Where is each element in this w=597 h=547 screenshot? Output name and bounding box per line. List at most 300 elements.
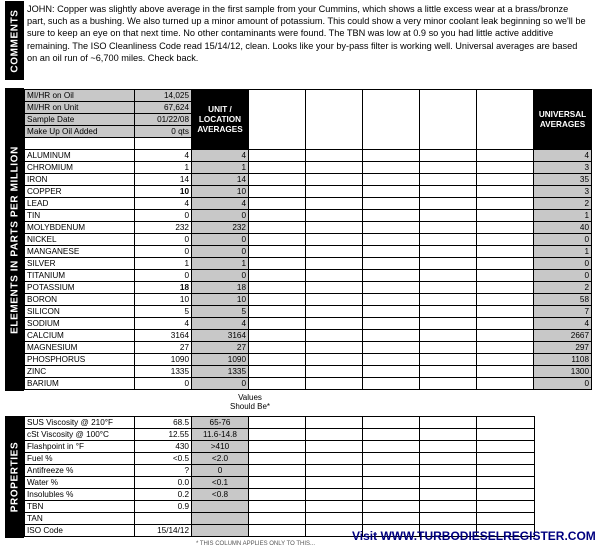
- blank-cell: [249, 417, 306, 429]
- element-unit-average: 5: [192, 306, 249, 318]
- blank-cell: [249, 282, 306, 294]
- blank-cell: [249, 465, 306, 477]
- blank-cell: [306, 210, 363, 222]
- element-unit-average: 0: [192, 378, 249, 390]
- blank-cell: [420, 429, 477, 441]
- unit-location-header-line: LOCATION: [198, 114, 242, 124]
- element-value: 1: [135, 258, 192, 270]
- blank-cell: [306, 342, 363, 354]
- blank-cell: [420, 501, 477, 513]
- element-value: 0: [135, 246, 192, 258]
- spacer-cell: [25, 138, 135, 150]
- blank-cell: [306, 282, 363, 294]
- element-row: [25, 258, 592, 270]
- blank-cell: [477, 162, 534, 174]
- property-row: [25, 489, 535, 501]
- blank-cell: [477, 354, 534, 366]
- element-universal-average: 3: [534, 162, 592, 174]
- blank-cell: [363, 174, 420, 186]
- blank-cell: [363, 186, 420, 198]
- blank-cell: [249, 330, 306, 342]
- element-value: 27: [135, 342, 192, 354]
- blank-cell: [477, 246, 534, 258]
- element-unit-average: 4: [192, 198, 249, 210]
- property-value: 0.2: [135, 489, 192, 501]
- blank-cell: [249, 246, 306, 258]
- property-name: Antifreeze %: [25, 465, 135, 477]
- blank-cell: [420, 441, 477, 453]
- property-row: [25, 429, 535, 441]
- element-row: [25, 270, 592, 282]
- universal-header-line: AVERAGES: [539, 119, 586, 129]
- properties-sidebar: [5, 416, 24, 538]
- element-name: ZINC: [25, 366, 135, 378]
- blank-cell: [306, 501, 363, 513]
- spacer-cell: [135, 138, 192, 150]
- blank-cell: [306, 330, 363, 342]
- element-name: MOLYBDENUM: [25, 222, 135, 234]
- blank-cell: [363, 294, 420, 306]
- blank-cell: [249, 198, 306, 210]
- blank-cell: [249, 258, 306, 270]
- blank-cell: [249, 174, 306, 186]
- blank-cell: [249, 186, 306, 198]
- property-value: 68.5: [135, 417, 192, 429]
- element-unit-average: 10: [192, 294, 249, 306]
- element-universal-average: 1: [534, 210, 592, 222]
- property-value: 15/14/12: [135, 525, 192, 537]
- blank-cell: [363, 222, 420, 234]
- blank-cell: [363, 477, 420, 489]
- property-value: 430: [135, 441, 192, 453]
- property-should-be: [192, 501, 249, 513]
- element-universal-average: 1: [534, 246, 592, 258]
- property-name: Insolubles %: [25, 489, 135, 501]
- blank-cell: [249, 378, 306, 390]
- property-should-be: >410: [192, 441, 249, 453]
- values-should-be-line1: Values: [238, 393, 262, 402]
- blank-cell: [477, 378, 534, 390]
- property-should-be: <0.1: [192, 477, 249, 489]
- element-unit-average: 1: [192, 162, 249, 174]
- element-row: [25, 234, 592, 246]
- element-universal-average: 4: [534, 318, 592, 330]
- element-unit-average: 4: [192, 318, 249, 330]
- blank-cell: [477, 174, 534, 186]
- properties-label: PROPERTIES: [9, 441, 20, 513]
- property-value: ?: [135, 465, 192, 477]
- element-row: [25, 342, 592, 354]
- blank-cell: [420, 342, 477, 354]
- blank-cell: [363, 417, 420, 429]
- blank-cell: [420, 378, 477, 390]
- sample-info-value: 01/22/08: [135, 114, 192, 126]
- footer-visit-link[interactable]: Visit WWW.TURBODIESELREGISTER.COM: [352, 529, 596, 543]
- blank-cell: [477, 318, 534, 330]
- blank-cell: [249, 429, 306, 441]
- unit-location-header-line: AVERAGES: [197, 124, 243, 134]
- element-row: [25, 294, 592, 306]
- element-universal-average: 4: [534, 150, 592, 162]
- blank-cell: [249, 210, 306, 222]
- blank-cell: [477, 234, 534, 246]
- element-value: 0: [135, 210, 192, 222]
- blank-cell: [249, 222, 306, 234]
- blank-cell: [363, 270, 420, 282]
- property-should-be: 65-76: [192, 417, 249, 429]
- sample-info-label: MI/HR on Oil: [25, 90, 135, 102]
- blank-cell: [477, 294, 534, 306]
- element-name: TIN: [25, 210, 135, 222]
- property-should-be: [192, 525, 249, 537]
- element-row: [25, 354, 592, 366]
- property-name: Water %: [25, 477, 135, 489]
- property-value: 0.0: [135, 477, 192, 489]
- blank-cell: [420, 174, 477, 186]
- element-unit-average: 0: [192, 246, 249, 258]
- sample-info-label: Make Up Oil Added: [25, 126, 135, 138]
- property-name: cSt Viscosity @ 100°C: [25, 429, 135, 441]
- blank-cell: [249, 366, 306, 378]
- element-unit-average: 18: [192, 282, 249, 294]
- comments-text: JOHN: Copper was slightly above average in the first sample from your Cummins, which shows a little excess wear at a brass/bronze part, such as a bushing. We also turned up a minor amount of potassium. This could show a very minor coolant leak beginning so we'll be sure to keep an eye on that next time. No other contaminants were found. The TBN was low at 0.9 so you had little active additive remaining. The ISO Cleanliness Code read 15/14/12, clean. Looks like your by-pass filter is working well. Universal averages are based on an oil run of ~6,700 miles. Check back.: [27, 4, 586, 63]
- element-row: [25, 318, 592, 330]
- blank-cell: [249, 441, 306, 453]
- blank-cell: [420, 186, 477, 198]
- element-row: [25, 306, 592, 318]
- element-universal-average: 2: [534, 198, 592, 210]
- element-universal-average: 40: [534, 222, 592, 234]
- property-should-be: <0.8: [192, 489, 249, 501]
- property-name: Fuel %: [25, 453, 135, 465]
- element-value: 1: [135, 162, 192, 174]
- element-unit-average: 3164: [192, 330, 249, 342]
- blank-cell: [249, 477, 306, 489]
- sample-info-label: MI/HR on Unit: [25, 102, 135, 114]
- element-name: SODIUM: [25, 318, 135, 330]
- blank-cell: [420, 330, 477, 342]
- blank-cell: [306, 174, 363, 186]
- blank-cell: [306, 477, 363, 489]
- comments-label: COMMENTS: [9, 8, 20, 73]
- property-name: TBN: [25, 501, 135, 513]
- blank-cell: [306, 186, 363, 198]
- blank-cell: [249, 234, 306, 246]
- blank-cell: [363, 282, 420, 294]
- element-universal-average: 3: [534, 186, 592, 198]
- blank-cell: [420, 306, 477, 318]
- oil-analysis-table: [24, 89, 592, 390]
- element-name: SILVER: [25, 258, 135, 270]
- element-name: COPPER: [25, 186, 135, 198]
- blank-cell: [420, 222, 477, 234]
- blank-cell: [420, 234, 477, 246]
- blank-cell: [306, 354, 363, 366]
- element-name: CHROMIUM: [25, 162, 135, 174]
- blank-cell: [363, 330, 420, 342]
- blank-cell: [363, 234, 420, 246]
- element-value: 10: [135, 294, 192, 306]
- blank-cell: [420, 513, 477, 525]
- element-row: [25, 378, 592, 390]
- blank-cell: [249, 150, 306, 162]
- element-value: 1335: [135, 366, 192, 378]
- blank-cell: [306, 465, 363, 477]
- blank-cell: [249, 513, 306, 525]
- element-row: [25, 198, 592, 210]
- element-universal-average: 0: [534, 378, 592, 390]
- blank-cell: [249, 294, 306, 306]
- blank-cell: [363, 162, 420, 174]
- blank-cell: [420, 417, 477, 429]
- element-value: 14: [135, 174, 192, 186]
- blank-cell: [477, 417, 535, 429]
- element-unit-average: 0: [192, 210, 249, 222]
- blank-cell: [306, 366, 363, 378]
- blank-cell: [477, 90, 534, 150]
- blank-cell: [249, 453, 306, 465]
- blank-cell: [363, 501, 420, 513]
- sample-info-value: 67,624: [135, 102, 192, 114]
- blank-cell: [477, 186, 534, 198]
- elements-label: ELEMENTS IN PARTS PER MILLION: [9, 145, 20, 334]
- element-universal-average: 58: [534, 294, 592, 306]
- blank-cell: [420, 465, 477, 477]
- element-universal-average: 2: [534, 282, 592, 294]
- blank-cell: [363, 465, 420, 477]
- blank-cell: [477, 306, 534, 318]
- elements-sidebar: [5, 88, 24, 391]
- element-name: TITANIUM: [25, 270, 135, 282]
- blank-cell: [477, 342, 534, 354]
- element-name: CALCIUM: [25, 330, 135, 342]
- blank-cell: [477, 513, 535, 525]
- blank-cell: [306, 306, 363, 318]
- blank-cell: [477, 477, 535, 489]
- property-should-be: [192, 513, 249, 525]
- element-value: 0: [135, 270, 192, 282]
- property-should-be: 0: [192, 465, 249, 477]
- blank-cell: [363, 258, 420, 270]
- blank-cell: [363, 453, 420, 465]
- element-unit-average: 232: [192, 222, 249, 234]
- element-name: ALUMINUM: [25, 150, 135, 162]
- element-value: 1090: [135, 354, 192, 366]
- element-value: 3164: [135, 330, 192, 342]
- blank-cell: [420, 354, 477, 366]
- element-unit-average: 4: [192, 150, 249, 162]
- property-row: [25, 477, 535, 489]
- blank-cell: [363, 378, 420, 390]
- blank-cell: [420, 258, 477, 270]
- element-row: [25, 330, 592, 342]
- blank-cell: [363, 306, 420, 318]
- blank-cell: [363, 246, 420, 258]
- universal-header-line: UNIVERSAL: [538, 109, 587, 119]
- blank-cell: [306, 378, 363, 390]
- blank-cell: [420, 282, 477, 294]
- property-value: <0.5: [135, 453, 192, 465]
- blank-cell: [420, 477, 477, 489]
- blank-cell: [306, 318, 363, 330]
- blank-cell: [249, 525, 306, 537]
- blank-cell: [306, 234, 363, 246]
- blank-cell: [249, 342, 306, 354]
- element-row: [25, 162, 592, 174]
- blank-cell: [477, 441, 535, 453]
- blank-cell: [477, 429, 535, 441]
- property-value: [135, 513, 192, 525]
- blank-cell: [477, 222, 534, 234]
- element-universal-average: 1108: [534, 354, 592, 366]
- blank-cell: [249, 270, 306, 282]
- values-should-be-header: [200, 393, 300, 411]
- property-name: TAN: [25, 513, 135, 525]
- blank-cell: [477, 366, 534, 378]
- element-universal-average: 35: [534, 174, 592, 186]
- blank-cell: [306, 453, 363, 465]
- property-should-be: 11.6-14.8: [192, 429, 249, 441]
- sample-info-row: [25, 90, 592, 102]
- blank-cell: [363, 198, 420, 210]
- unit-location-averages-header: [192, 90, 249, 150]
- element-name: IRON: [25, 174, 135, 186]
- blank-cell: [420, 162, 477, 174]
- element-universal-average: 297: [534, 342, 592, 354]
- blank-cell: [306, 246, 363, 258]
- property-row: [25, 501, 535, 513]
- property-row: [25, 513, 535, 525]
- element-value: 4: [135, 198, 192, 210]
- blank-cell: [306, 150, 363, 162]
- property-name: ISO Code: [25, 525, 135, 537]
- blank-cell: [249, 501, 306, 513]
- blank-cell: [420, 294, 477, 306]
- blank-cell: [363, 342, 420, 354]
- blank-cell: [306, 294, 363, 306]
- blank-cell: [420, 489, 477, 501]
- element-value: 18: [135, 282, 192, 294]
- element-name: PHOSPHORUS: [25, 354, 135, 366]
- element-value: 232: [135, 222, 192, 234]
- universal-averages-header: [534, 90, 592, 150]
- element-unit-average: 27: [192, 342, 249, 354]
- property-row: [25, 465, 535, 477]
- property-row: [25, 453, 535, 465]
- blank-cell: [363, 489, 420, 501]
- element-unit-average: 1090: [192, 354, 249, 366]
- blank-cell: [306, 270, 363, 282]
- blank-cell: [420, 453, 477, 465]
- blank-cell: [477, 270, 534, 282]
- blank-cell: [306, 198, 363, 210]
- element-value: 4: [135, 318, 192, 330]
- blank-cell: [363, 366, 420, 378]
- element-row: [25, 282, 592, 294]
- blank-cell: [306, 441, 363, 453]
- element-universal-average: 2667: [534, 330, 592, 342]
- element-value: 5: [135, 306, 192, 318]
- element-unit-average: 1: [192, 258, 249, 270]
- element-name: LEAD: [25, 198, 135, 210]
- blank-cell: [306, 513, 363, 525]
- blank-cell: [420, 318, 477, 330]
- element-row: [25, 246, 592, 258]
- element-unit-average: 1335: [192, 366, 249, 378]
- property-row: [25, 417, 535, 429]
- element-row: [25, 186, 592, 198]
- blank-cell: [249, 318, 306, 330]
- blank-cell: [363, 441, 420, 453]
- blank-cell: [420, 90, 477, 150]
- element-value: 0: [135, 378, 192, 390]
- blank-cell: [477, 489, 535, 501]
- element-name: BORON: [25, 294, 135, 306]
- element-unit-average: 14: [192, 174, 249, 186]
- sample-info-value: 14,025: [135, 90, 192, 102]
- element-universal-average: 0: [534, 234, 592, 246]
- blank-cell: [477, 198, 534, 210]
- values-should-be-line2: Should Be*: [229, 402, 271, 411]
- element-value: 10: [135, 186, 192, 198]
- element-universal-average: 0: [534, 258, 592, 270]
- blank-cell: [420, 366, 477, 378]
- element-name: POTASSIUM: [25, 282, 135, 294]
- property-name: Flashpoint in °F: [25, 441, 135, 453]
- element-value: 4: [135, 150, 192, 162]
- element-name: BARIUM: [25, 378, 135, 390]
- blank-cell: [363, 318, 420, 330]
- element-name: NICKEL: [25, 234, 135, 246]
- blank-cell: [420, 198, 477, 210]
- blank-cell: [249, 162, 306, 174]
- blank-cell: [249, 90, 306, 150]
- blank-cell: [363, 429, 420, 441]
- comments-sidebar: [5, 1, 24, 80]
- unit-location-header-line: UNIT /: [208, 104, 232, 114]
- footer-cutoff-note: * THIS COLUMN APPLIES ONLY TO THIS...: [196, 541, 316, 547]
- blank-cell: [306, 489, 363, 501]
- blank-cell: [477, 282, 534, 294]
- element-row: [25, 174, 592, 186]
- blank-cell: [420, 246, 477, 258]
- blank-cell: [477, 330, 534, 342]
- element-row: [25, 222, 592, 234]
- blank-cell: [306, 90, 363, 150]
- blank-cell: [363, 210, 420, 222]
- element-row: [25, 366, 592, 378]
- blank-cell: [363, 90, 420, 150]
- blank-cell: [306, 162, 363, 174]
- element-row: [25, 150, 592, 162]
- property-should-be: <2.0: [192, 453, 249, 465]
- sample-info-value: 0 qts: [135, 126, 192, 138]
- element-name: MAGNESIUM: [25, 342, 135, 354]
- blank-cell: [477, 210, 534, 222]
- blank-cell: [420, 210, 477, 222]
- element-row: [25, 210, 592, 222]
- element-name: MANGANESE: [25, 246, 135, 258]
- element-value: 0: [135, 234, 192, 246]
- blank-cell: [306, 429, 363, 441]
- blank-cell: [477, 501, 535, 513]
- blank-cell: [420, 150, 477, 162]
- element-unit-average: 0: [192, 270, 249, 282]
- blank-cell: [363, 513, 420, 525]
- blank-cell: [363, 354, 420, 366]
- property-value: 12.55: [135, 429, 192, 441]
- property-row: [25, 441, 535, 453]
